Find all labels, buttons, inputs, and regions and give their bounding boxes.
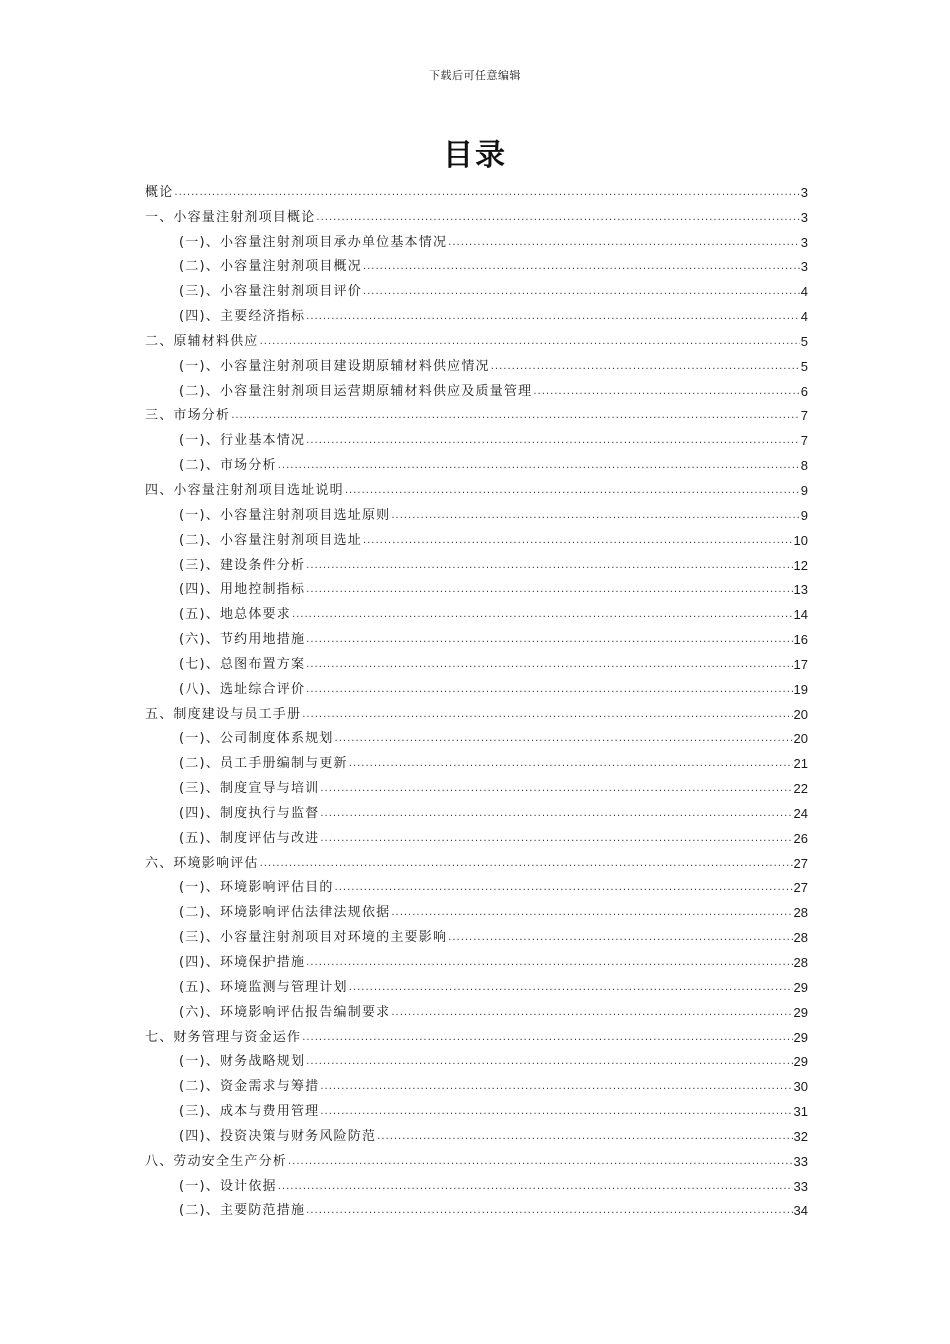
- toc-entry-label: (六)、环境影响评估报告编制要求: [179, 1004, 391, 1020]
- toc-entry-page: 5: [800, 358, 808, 374]
- toc-entry-label: (三)、成本与费用管理: [179, 1104, 320, 1120]
- toc-entry-label: (二)、市场分析: [179, 458, 277, 474]
- toc-leader-dots: [306, 632, 792, 648]
- toc-entry[interactable]: [145, 648, 808, 673]
- toc-entry-label: (六)、节约用地措施: [179, 632, 306, 648]
- toc-entry-page: 22: [793, 781, 808, 797]
- toc-leader-dots: [320, 831, 792, 847]
- toc-entry[interactable]: [145, 350, 808, 375]
- toc-entry-page: 5: [800, 333, 808, 349]
- toc-entry[interactable]: [145, 1021, 808, 1046]
- toc-entry-page: 34: [793, 1203, 808, 1219]
- toc-entry-label: 三、市场分析: [145, 408, 231, 424]
- toc-leader-dots: [320, 1104, 792, 1120]
- toc-entry[interactable]: [145, 524, 808, 549]
- toc-entry[interactable]: [145, 499, 808, 524]
- toc-entry[interactable]: [145, 176, 808, 201]
- toc-leader-dots: [306, 1203, 792, 1219]
- toc-entry-page: 29: [793, 979, 808, 995]
- toc-entry-page: 29: [793, 1004, 808, 1020]
- toc-entry-page: 21: [793, 756, 808, 772]
- toc-entry-page: 9: [800, 482, 808, 498]
- toc-entry-label: (二)、小容量注射剂项目概况: [179, 259, 362, 275]
- toc-leader-dots: [349, 756, 793, 772]
- toc-entry[interactable]: [145, 822, 808, 847]
- toc-entry[interactable]: [145, 847, 808, 872]
- toc-entry-page: 4: [800, 309, 808, 325]
- toc-entry-page: 10: [793, 532, 808, 548]
- toc-leader-dots: [363, 259, 800, 275]
- toc-leader-dots: [260, 334, 800, 350]
- toc-leader-dots: [288, 1154, 793, 1170]
- toc-entry-label: (二)、小容量注射剂项目运营期原辅材料供应及质量管理: [179, 383, 533, 399]
- toc-entry[interactable]: [145, 251, 808, 276]
- toc-entry[interactable]: [145, 1120, 808, 1145]
- toc-entry-page: 4: [800, 284, 808, 300]
- toc-entry[interactable]: [145, 226, 808, 251]
- toc-leader-dots: [306, 309, 800, 325]
- toc-entry-label: (四)、环境保护措施: [179, 955, 306, 970]
- toc-leader-dots: [278, 458, 800, 474]
- toc-entry-page: 33: [793, 1153, 808, 1169]
- toc-entry-label: (三)、小容量注射剂项目对环境的主要影响: [179, 930, 448, 946]
- toc-entry-label: (二)、环境影响评估法律法规依据: [179, 905, 391, 921]
- toc-entry[interactable]: [145, 449, 808, 474]
- toc-entry[interactable]: [145, 574, 808, 599]
- toc-leader-dots: [491, 359, 800, 375]
- toc-entry-label: (四)、投资决策与财务风险防范: [179, 1128, 377, 1144]
- toc-leader-dots: [335, 880, 793, 896]
- toc-entry-label: (一)、设计依据: [179, 1178, 277, 1194]
- toc-entry[interactable]: [145, 1070, 808, 1095]
- toc-leader-dots: [306, 682, 792, 698]
- toc-entry-page: 17: [793, 656, 808, 672]
- toc-entry-label: (二)、员工手册编制与更新: [179, 756, 348, 772]
- toc-entry-page: 27: [793, 880, 808, 896]
- toc-entry-page: 26: [793, 830, 808, 846]
- toc-entry[interactable]: [145, 424, 808, 449]
- header-note: 下载后可任意编辑: [429, 69, 521, 82]
- toc-entry-page: 7: [800, 408, 808, 424]
- toc-entry-label: (一)、环境影响评估目的: [179, 880, 334, 896]
- toc-entry[interactable]: [145, 549, 808, 574]
- toc-entry-label: (五)、环境监测与管理计划: [179, 979, 348, 995]
- toc-entry[interactable]: [145, 1170, 808, 1195]
- toc-entry-label: (八)、选址综合评价: [179, 681, 306, 697]
- toc-leader-dots: [377, 1129, 792, 1145]
- toc-entry[interactable]: [145, 1195, 808, 1220]
- toc-leader-dots: [363, 533, 793, 549]
- toc-entry-page: 28: [793, 955, 808, 970]
- toc-leader-dots: [320, 1079, 792, 1095]
- toc-entry-page: 6: [800, 383, 808, 399]
- toc-entry[interactable]: [145, 400, 808, 425]
- toc-leader-dots: [335, 731, 793, 747]
- toc-entry-page: 16: [793, 632, 808, 648]
- toc-entry-label: (四)、用地控制指标: [179, 582, 306, 598]
- toc-leader-dots: [231, 408, 800, 424]
- toc-leader-dots: [306, 433, 800, 449]
- toc-leader-dots: [316, 210, 799, 226]
- toc-leader-dots: [345, 483, 800, 499]
- toc-entry[interactable]: [145, 747, 808, 772]
- toc-entry[interactable]: [145, 375, 808, 400]
- toc-entry-page: 3: [800, 234, 808, 250]
- toc-entry-page: 30: [793, 1079, 808, 1095]
- toc-entry-label: (五)、地总体要求: [179, 607, 291, 623]
- toc-entry-label: 五、制度建设与员工手册: [145, 706, 302, 722]
- toc-entry-page: 14: [793, 607, 808, 623]
- toc-entry-label: (二)、资金需求与筹措: [179, 1079, 320, 1095]
- toc-entry-label: (一)、公司制度体系规划: [179, 731, 334, 747]
- toc-leader-dots: [260, 856, 793, 872]
- toc-leader-dots: [363, 284, 800, 300]
- toc-entry[interactable]: [145, 971, 808, 996]
- toc-leader-dots: [302, 1030, 792, 1046]
- toc-entry-label: (三)、建设条件分析: [179, 557, 306, 573]
- toc-entry[interactable]: [145, 698, 808, 723]
- toc-leader-dots: [302, 707, 792, 723]
- toc-entry[interactable]: [145, 300, 808, 325]
- toc-entry-page: 20: [793, 706, 808, 722]
- toc-leader-dots: [391, 508, 799, 524]
- toc-entry[interactable]: [145, 896, 808, 921]
- toc-entry[interactable]: [145, 474, 808, 499]
- toc-entry-page: 20: [793, 731, 808, 747]
- toc-entry-page: 13: [793, 582, 808, 598]
- toc-entry[interactable]: [145, 673, 808, 698]
- toc-entry-label: (三)、制度宣导与培训: [179, 781, 320, 797]
- toc-leader-dots: [306, 558, 792, 574]
- toc-entry-page: 24: [793, 805, 808, 821]
- toc-entry-page: 3: [800, 184, 808, 200]
- toc-entry[interactable]: [145, 921, 808, 946]
- toc-entry[interactable]: [145, 1145, 808, 1170]
- toc-entry-label: (一)、小容量注射剂项目承办单位基本情况: [179, 234, 448, 250]
- toc-leader-dots: [306, 1054, 792, 1070]
- toc-entry-label: (五)、制度评估与改进: [179, 830, 320, 846]
- toc-leader-dots: [320, 781, 792, 797]
- toc-leader-dots: [391, 905, 792, 921]
- toc-entry-page: 31: [793, 1104, 808, 1120]
- toc-entry-page: 28: [793, 930, 808, 946]
- toc-entry[interactable]: [145, 723, 808, 748]
- toc-entry-page: 7: [800, 433, 808, 449]
- toc-entry[interactable]: [145, 946, 808, 971]
- toc-entry-page: 32: [793, 1128, 808, 1144]
- toc-entry[interactable]: [145, 623, 808, 648]
- toc-entry-page: 33: [793, 1178, 808, 1194]
- toc-entry[interactable]: [145, 598, 808, 623]
- toc-entry-page: 3: [800, 259, 808, 275]
- toc-entry[interactable]: [145, 1046, 808, 1071]
- toc-entry[interactable]: [145, 1095, 808, 1120]
- toc-entry-label: 概论: [145, 184, 174, 200]
- toc-entry[interactable]: [145, 797, 808, 822]
- toc-entry-label: (二)、小容量注射剂项目选址: [179, 532, 362, 548]
- toc-entry[interactable]: [145, 996, 808, 1021]
- toc-entry-page: 29: [793, 1029, 808, 1045]
- toc-leader-dots: [306, 582, 792, 598]
- toc-entry-page: 8: [800, 458, 808, 474]
- toc-entry[interactable]: [145, 872, 808, 897]
- toc-entry[interactable]: [145, 201, 808, 226]
- toc-leader-dots: [278, 1179, 793, 1195]
- toc-leader-dots: [174, 185, 799, 201]
- toc-entry-label: (二)、主要防范措施: [179, 1203, 306, 1219]
- toc-leader-dots: [448, 235, 800, 251]
- toc-leader-dots: [533, 384, 799, 400]
- toc-entry-label: (三)、小容量注射剂项目评价: [179, 284, 362, 300]
- toc-entry[interactable]: [145, 325, 808, 350]
- toc-entry-label: (一)、小容量注射剂项目选址原则: [179, 507, 391, 523]
- toc-entry-label: 二、原辅材料供应: [145, 333, 259, 349]
- toc-leader-dots: [292, 607, 793, 623]
- toc-entry-label: (四)、制度执行与监督: [179, 805, 320, 821]
- toc-entry-label: 八、劳动安全生产分析: [145, 1153, 288, 1169]
- toc-entry-page: 27: [793, 855, 808, 871]
- toc-title: 目录: [443, 138, 507, 173]
- toc-leader-dots: [448, 930, 792, 946]
- toc-entry-label: 一、小容量注射剂项目概论: [145, 209, 316, 225]
- toc-entry-label: (七)、总图布置方案: [179, 656, 306, 672]
- toc-entry-label: 六、环境影响评估: [145, 855, 259, 871]
- toc-entry-label: (四)、主要经济指标: [179, 309, 306, 325]
- toc-leader-dots: [306, 657, 792, 673]
- toc-entry[interactable]: [145, 772, 808, 797]
- toc-entry-page: 28: [793, 905, 808, 921]
- toc-entry-page: 9: [800, 507, 808, 523]
- toc-entry-label: (一)、小容量注射剂项目建设期原辅材料供应情况: [179, 358, 490, 374]
- toc-entry[interactable]: [145, 275, 808, 300]
- toc-entry-label: (一)、财务战略规划: [179, 1054, 306, 1070]
- toc-list: [145, 176, 808, 1219]
- toc-entry-label: 七、财务管理与资金运作: [145, 1029, 302, 1045]
- toc-leader-dots: [306, 955, 792, 971]
- toc-leader-dots: [349, 980, 793, 996]
- toc-leader-dots: [391, 1005, 792, 1021]
- toc-entry-page: 12: [793, 557, 808, 573]
- toc-entry-page: 29: [793, 1054, 808, 1070]
- toc-entry-label: 四、小容量注射剂项目选址说明: [145, 482, 344, 498]
- toc-entry-label: (一)、行业基本情况: [179, 433, 306, 449]
- toc-entry-page: 3: [800, 209, 808, 225]
- toc-leader-dots: [320, 806, 792, 822]
- toc-entry-page: 19: [793, 681, 808, 697]
